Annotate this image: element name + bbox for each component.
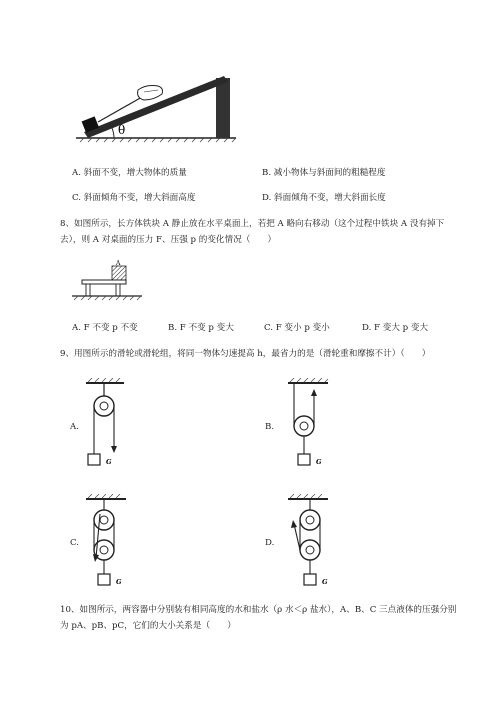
q8-stem-line1: 8、如图所示，长方体铁块 A 静止放在水平桌面上，若把 A 略向右移动（这个过程中铁块 A 没有掉下 xyxy=(60,219,445,229)
weight-label-d: G xyxy=(322,578,328,586)
q9-label-d: D. xyxy=(265,538,275,548)
q10-stem-line2: 为 pA、pB、pC，它们的大小关系是（ ） xyxy=(60,621,236,631)
q8-option-c: C. F 变小 p 变小 xyxy=(264,323,330,333)
q8-option-d: D. F 变大 p 变大 xyxy=(362,323,429,333)
q8-option-b: B. F 不变 p 变大 xyxy=(168,323,234,333)
q9-label-a: A. xyxy=(70,422,79,432)
table-block-figure xyxy=(70,258,150,306)
q9-label-c: C. xyxy=(70,538,80,548)
block-a-label: A xyxy=(116,260,121,267)
weight-label-a: G xyxy=(106,458,112,466)
pulley-figure-d xyxy=(286,494,334,590)
q7-option-a: A. 斜面不变，增大物体的质量 xyxy=(72,168,187,178)
pulley-figure-c xyxy=(84,494,132,590)
q10-stem-line1: 10、如图所示，两容器中分别装有相同高度的水和盐水（ρ 水＜ρ 盐水），A、B、C 三点液体的压强分别 xyxy=(60,605,457,615)
pulley-figure-a xyxy=(84,378,132,470)
angle-label: θ xyxy=(118,123,126,137)
q9-label-b: B. xyxy=(265,422,275,432)
q8-stem-line2: 去），则 A 对桌面的压力 F、压强 p 的变化情况（ ） xyxy=(60,235,277,245)
incline-figure xyxy=(74,62,244,150)
weight-label-b: G xyxy=(316,458,322,466)
q7-option-c: C. 斜面倾角不变，增大斜面高度 xyxy=(72,193,196,203)
q7-option-d: D. 斜面倾角不变，增大斜面长度 xyxy=(262,193,386,203)
q8-option-a: A. F 不变 p 不变 xyxy=(72,323,138,333)
pulley-figure-b xyxy=(286,378,334,470)
weight-label-c: G xyxy=(116,578,122,586)
q7-option-b: B. 减小物体与斜面间的粗糙程度 xyxy=(262,168,386,178)
q9-stem: 9、用图所示的滑轮或滑轮组，将同一物体匀速提高 h，最省力的是（滑轮重和摩擦不计）（ ） xyxy=(60,349,431,359)
